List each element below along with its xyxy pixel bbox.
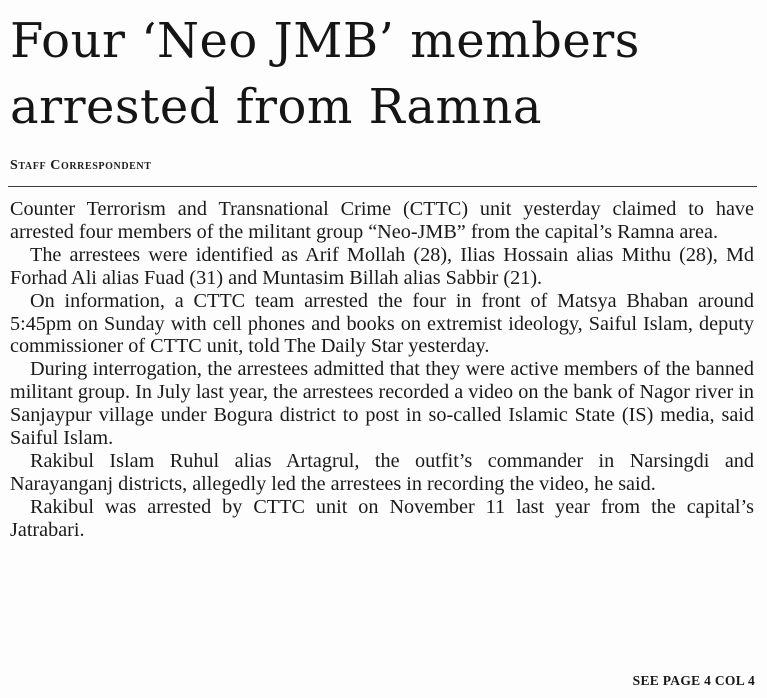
headline: Four ‘Neo JMB’ members arrested from Ramna — [10, 13, 640, 135]
paragraph-6: Rakibul was arrested by CTTC unit on November 11 last year from the capital’s Jatrabari. — [10, 495, 754, 541]
article-body — [10, 198, 754, 542]
byline: Staff Correspondent — [10, 158, 152, 173]
continuation-note: SEE PAGE 4 COL 4 — [632, 673, 755, 688]
paragraph-4: During interrogation, the arrestees admitted that they were active members of the banned militant group. In July last year, the arrestees recorded a video on the bank of Nagor river in Sanjaypur village under Bogura district to post in so-called Islamic State (IS) media, said Saiful Islam. — [10, 358, 754, 450]
paragraph-1: Counter Terrorism and Transnational Crime (CTTC) unit yesterday claimed to have arrested four members of the militant group “Neo-JMB” from the capital’s Ramna area. — [10, 198, 754, 243]
byline-divider — [8, 186, 757, 187]
paragraph-3: On information, a CTTC team arrested the four in front of Matsya Bhaban around 5:45pm on Sunday with cell phones and books on extremist ideology, Saiful Islam, deputy commissioner of CTTC unit, told The Daily Star yesterday. — [10, 289, 754, 358]
paragraph-2: The arrestees were identified as Arif Mollah (28), Ilias Hossain alias Mithu (28), Md Forhad Ali alias Fuad (31) and Muntasim Billah alias Sabbir (21). — [10, 243, 754, 289]
paragraph-5: Rakibul Islam Ruhul alias Artagrul, the outfit’s commander in Narsingdi and Narayanganj districts, allegedly led the arrestees in recording the video, he said. — [10, 449, 754, 495]
